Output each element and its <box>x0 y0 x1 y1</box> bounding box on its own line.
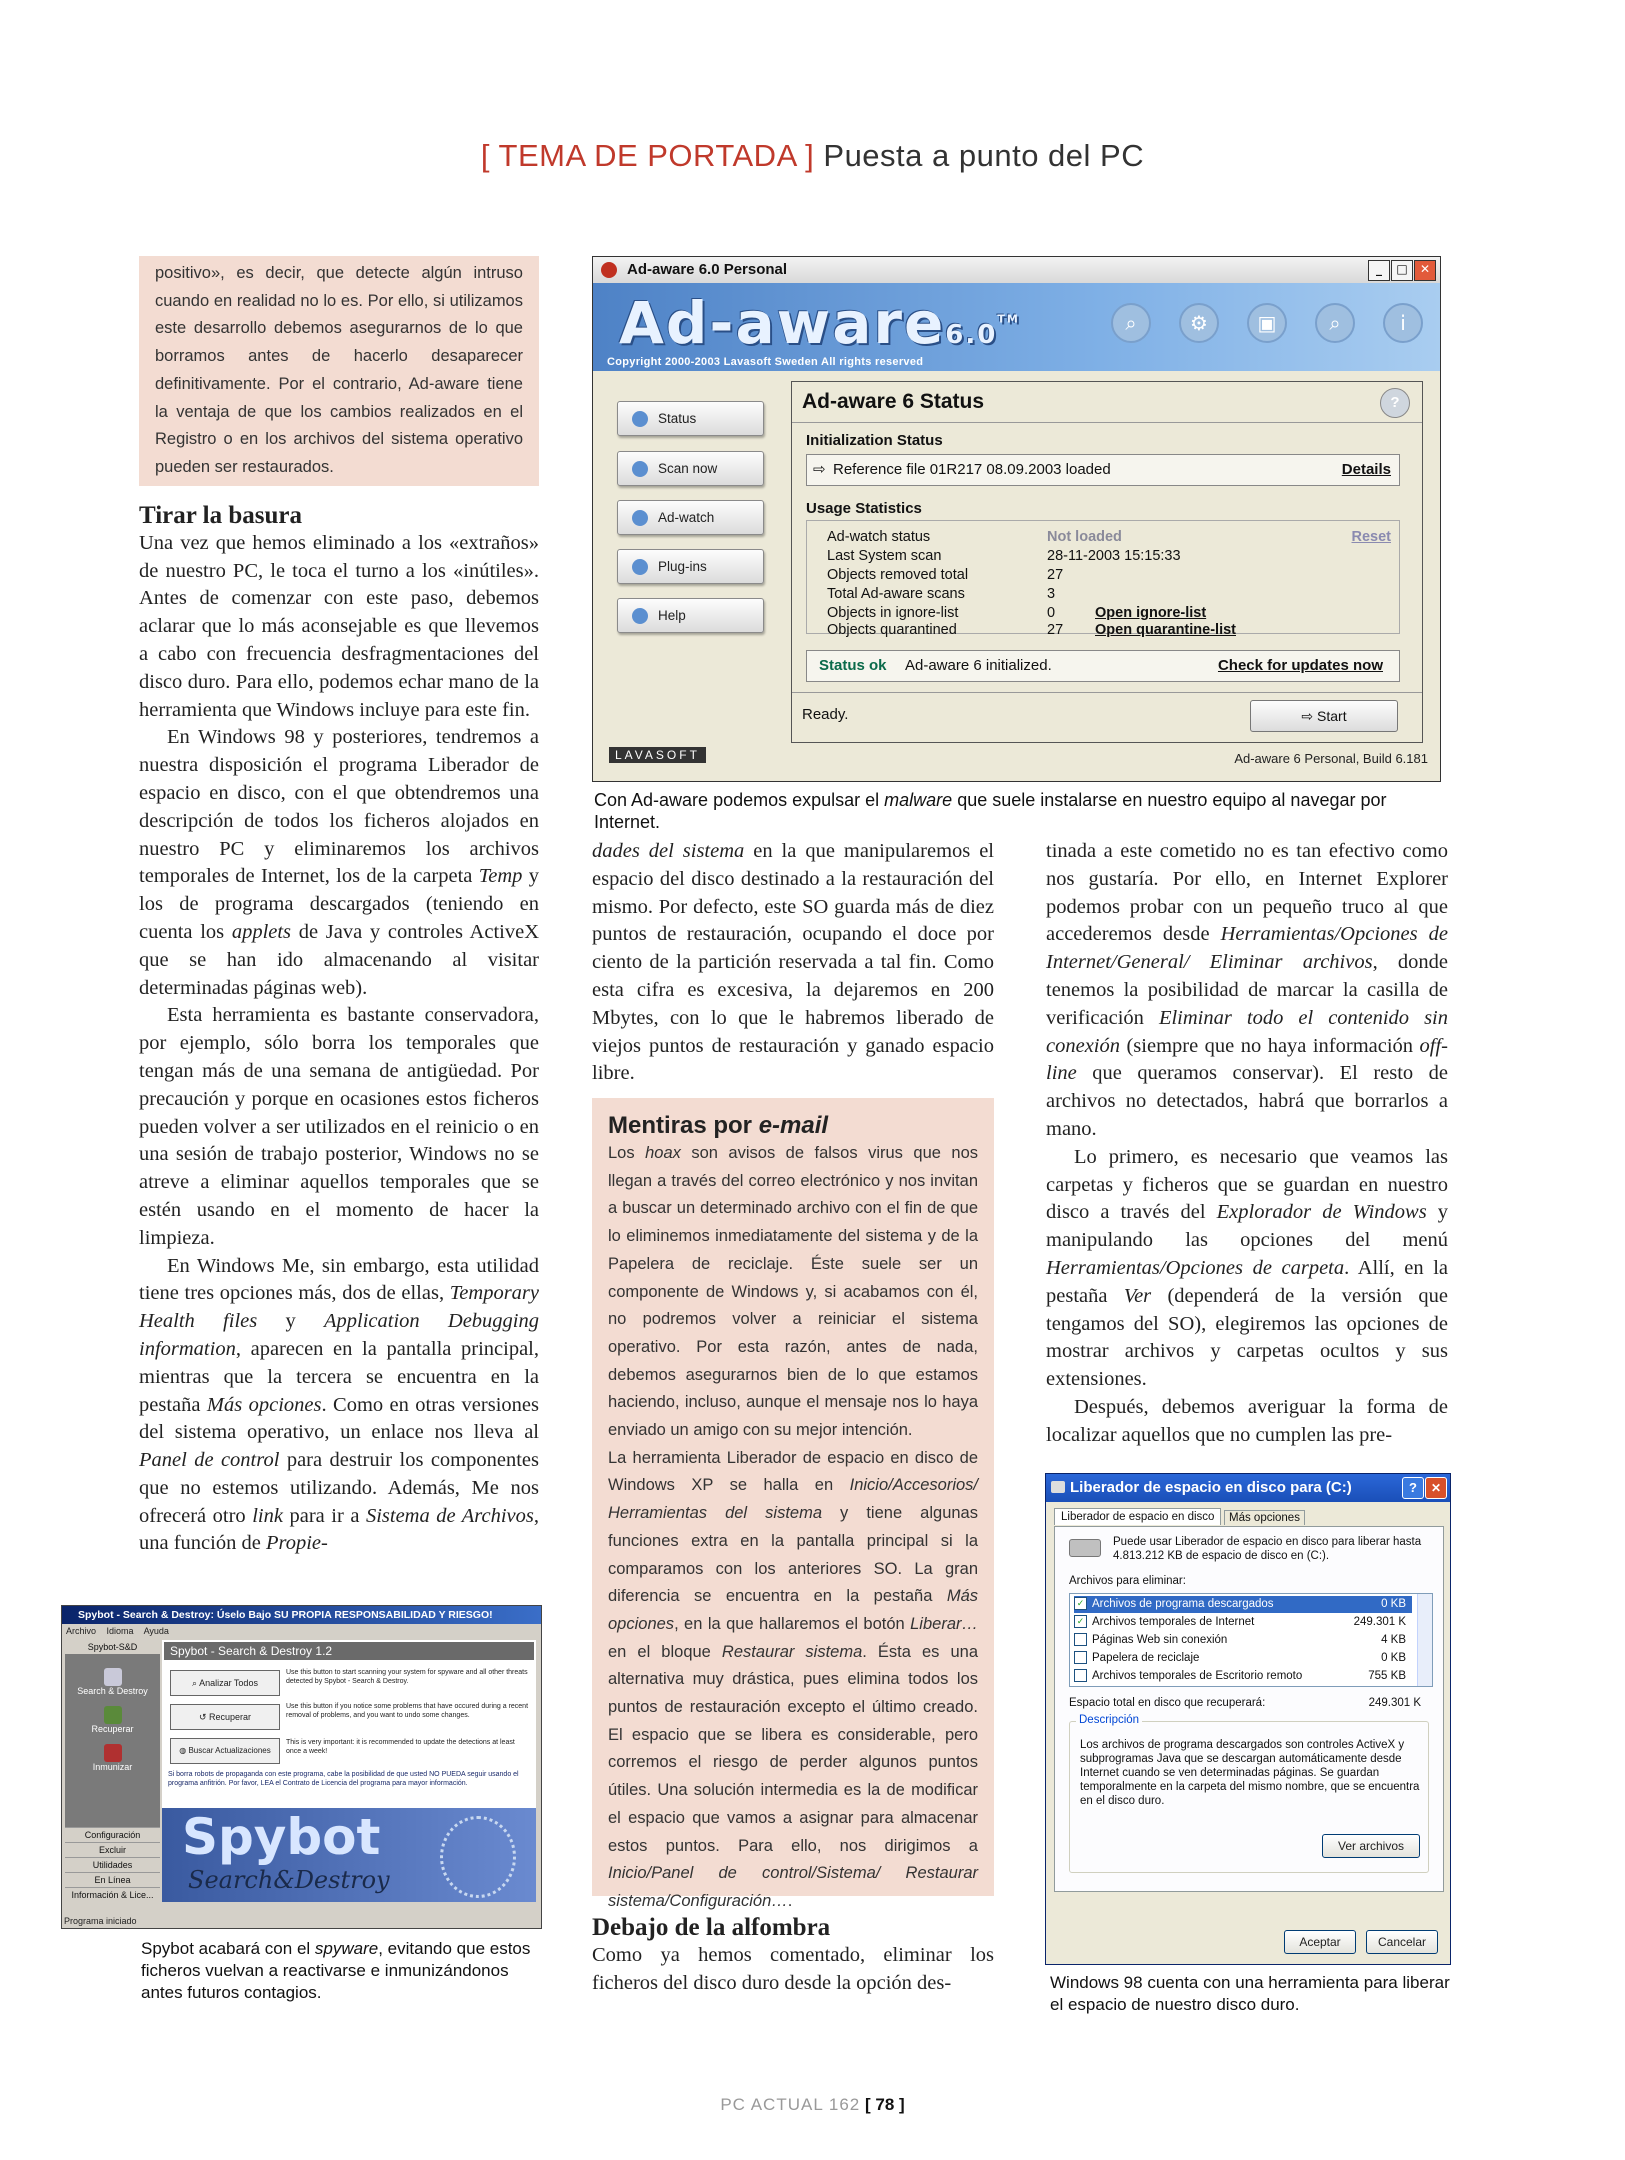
checkbox[interactable] <box>1074 1651 1087 1664</box>
analyze-desc: Use this button to start scanning your system for spyware and all other threats detected by Spybot - Search & Destroy. <box>286 1669 528 1685</box>
adaware-app-icon <box>601 262 617 278</box>
heading-tirar-basura: Tirar la basura <box>139 502 302 529</box>
help-button[interactable]: ? <box>1402 1477 1424 1499</box>
usage-label: Usage Statistics <box>806 500 922 517</box>
column-2-bottom <box>592 1914 994 1997</box>
update-desc: This is very important: it is recommended to update the detections at least once a week! <box>286 1739 515 1755</box>
sidebar-box-text <box>592 1140 994 1916</box>
menu-excluir[interactable]: Excluir <box>65 1842 160 1857</box>
spybot-logo: Spybot <box>182 1808 381 1866</box>
stat-row: Objects quarantined <box>827 622 957 638</box>
maximize-button[interactable]: □ <box>1391 260 1413 281</box>
spybot-caption: Spybot acabará con el spyware, evitando que estos ficheros vuelvan a reactivarse e inmunizándonos antes futuros contagios. <box>141 1939 531 2002</box>
intro-box <box>139 256 539 486</box>
init-status-label: Initialization Status <box>806 432 943 449</box>
menu-idioma[interactable]: Idioma <box>106 1626 134 1636</box>
recover-icon: ↺ <box>198 1712 209 1722</box>
stat-value: 27 <box>1047 622 1064 638</box>
lavasoft-brand: LAVASOFT <box>609 747 706 763</box>
close-button[interactable]: ✕ <box>1425 1477 1447 1499</box>
status-ok-label: Status ok <box>819 657 887 674</box>
search-icon[interactable]: ⌕ <box>1315 303 1355 343</box>
tab-liberador[interactable]: Liberador de espacio en disco <box>1054 1508 1221 1525</box>
list-scrollbar[interactable] <box>1417 1594 1432 1686</box>
liberador-title: Liberador de espacio en disco para (C:) <box>1070 1479 1352 1496</box>
open-ignore-link[interactable]: Open ignore-list <box>1095 605 1207 621</box>
details-link[interactable]: Details <box>1341 461 1391 478</box>
reset-link[interactable]: Reset <box>1351 529 1391 545</box>
col2-paragraph-2: Como ya hemos comentado, eliminar los ficheros del disco duro desde la opción des- <box>592 1943 994 1994</box>
heading-debajo-alfombra: Debajo de la alfombra <box>592 1914 831 1941</box>
list-item[interactable]: Archivos temporales de Escritorio remoto 755 KB <box>1074 1668 1412 1685</box>
checkbox[interactable]: ✓ <box>1074 1615 1087 1628</box>
recover-icon <box>104 1706 122 1724</box>
column-3 <box>1046 838 1448 1450</box>
col3-paragraph-1: tinada a este cometido no es tan efectivo como nos gustaría. Por ello, en Internet Explorer podemos probar con un pequeño truco al que accederemos desde Herramientas/Opciones de Internet/General/ Eliminar archivos, donde tenemos la posibilidad de marcar la casilla de verificación Eliminar todo el contenido sin conexión (siempre que no haya información off-line que queramos conservar). El resto de archivos no detectados, habrá que borrarlos a mano. <box>1046 840 1448 1140</box>
files-list <box>1069 1593 1433 1687</box>
adaware-banner <box>593 283 1440 371</box>
nav-status-button[interactable]: Status <box>617 401 764 436</box>
check-updates-link[interactable]: Check for updates now <box>1217 657 1383 674</box>
checkbox[interactable] <box>1074 1669 1087 1682</box>
help-icon <box>632 608 648 624</box>
spybot-sidebar <box>65 1640 160 1902</box>
view-files-button[interactable]: Ver archivos <box>1322 1834 1420 1858</box>
spybot-window <box>61 1605 542 1929</box>
nav-plugins-button[interactable]: Plug-ins <box>617 549 764 584</box>
spybot-side-bottom <box>65 1827 160 1902</box>
status-title: Ad-aware 6 Status <box>802 390 985 413</box>
cancel-button[interactable]: Cancelar <box>1366 1930 1438 1954</box>
col2-paragraph-1: dades del sistema en la que manipularemos el espacio del disco destinado a la restauración del mismo. Por defecto, este SO guarda más de diez puntos de restauración, ocupando el doce por ciento de la partición reservada a tal fin. Como esta cifra es excesiva, la dejaremos en 200 Mbytes, con lo que le habremos liberado de viejos puntos de restauración y ganado espacio libre. <box>592 840 995 1085</box>
inmunizar-item[interactable]: Inmunizar <box>65 1734 160 1772</box>
ok-button[interactable]: Aceptar <box>1284 1930 1356 1954</box>
col1-paragraph-4: En Windows Me, sin embargo, esta utilidad tiene tres opciones más, dos de ellas, Temporary Health files y Application Debugging information, aparecen en la pantalla principal, mientras que la tercera se encuentra en la pestaña Más opciones. Como en otras versiones del sistema operativo, un enlace nos lleva al Panel de control para destruir los componentes que no estemos utilizando. Además, Me nos ofrecerá otro link para ir a Sistema de Archivos, una función de Propie- <box>139 1254 539 1555</box>
adaware-title: Ad-aware 6.0 Personal <box>627 261 788 278</box>
tab-mas-opciones[interactable]: Más opciones <box>1224 1510 1305 1525</box>
stat-row: Objects removed total <box>827 567 969 583</box>
list-item[interactable]: ✓ Archivos temporales de Internet 249.301 K <box>1074 1614 1412 1631</box>
build-text: Ad-aware 6 Personal, Build 6.181 <box>1234 751 1428 766</box>
nav-help-button[interactable]: Help <box>617 598 764 633</box>
status-ok-message: Ad-aware 6 initialized. <box>905 657 1052 674</box>
stat-value: 0 <box>1047 605 1056 621</box>
sidebar-paragraph-2: La herramienta Liberador de espacio en disco de Windows XP se halla en Inicio/Accesorios/ Herramientas del sistema y tiene algunas funciones extra en la pantalla principal si la comparamos con los anteriores SO. La gran diferencia se encuentra en la pestaña Más opciones, en la que hallaremos el botón Liberar… en el bloque Restaurar sistema. Ésta es una alternativa muy drástica, pues elimina todos los puntos de restauración excepto el último creado. El espacio que se libera es considerable, pero corremos el riesgo de perder algunos puntos útiles. Una solución intermedia es la de modificar el espacio que vamos a asignar para almacenar estos puntos. Para ello, nos dirigimos a Inicio/Panel de control/Sistema/ Restaurar sistema/Configuración…. <box>608 1448 979 1910</box>
adaware-caption: Con Ad-aware podemos expulsar el malware que suele instalarse en nuestro equipo al navegar por Internet. <box>594 790 1387 832</box>
col1-paragraph-1: Una vez que hemos eliminado a los «extraños» de nuestro PC, le toca el turno a los «inútiles». Antes de comenzar con este paso, debemos aclarar que lo más aconsejable es que llevemos a cabo con frecuencia desfragmentaciones del disco duro. Para ello, podemos echar mano de la herramienta que Windows incluye para este fin. <box>139 531 539 721</box>
status-panel <box>791 381 1423 743</box>
menu-ayuda[interactable]: Ayuda <box>143 1626 169 1636</box>
open-quarantine-link[interactable]: Open quarantine-list <box>1095 622 1236 638</box>
column-1 <box>139 502 539 1558</box>
menu-informacion[interactable]: Información & Lice... <box>65 1887 160 1902</box>
liberador-intro: Puede usar Liberador de espacio en disco para liberar hasta 4.813.212 KB de espacio de disco en (C:). <box>1113 1536 1422 1562</box>
menu-configuracion[interactable]: Configuración <box>65 1827 160 1842</box>
magazine-name: PC ACTUAL 162 <box>720 2095 861 2114</box>
drive-icon <box>1069 1539 1101 1557</box>
adaware-copyright: Copyright 2000-2003 Lavasoft Sweden All rights reserved <box>607 356 924 368</box>
running-header <box>0 138 1625 174</box>
shield-icon <box>104 1744 122 1762</box>
stat-value: 3 <box>1047 586 1056 602</box>
search-destroy-item[interactable]: Search & Destroy <box>65 1654 160 1696</box>
info-icon[interactable]: i <box>1383 303 1423 343</box>
spybot-notice: Si borra robots de propaganda con este programa, cabe la posibilidad de que usted NO PUEDA seguir usando el programa anfitrión. Por favor, LEA el Contrato de Licencia del programa para mayor información. <box>168 1771 519 1787</box>
col1-paragraph-3: Esta herramienta es bastante conservadora, por ejemplo, sólo borra los temporales que tengan más de una semana de antigüedad. Por precaución y porque en ocasiones estos ficheros pueden volver a ser utilizados en el reinicio o en una sesión de trabajo posterior, Windows no se atreve a eliminar aquellos temporales que se estén usando en el momento de hacer la limpieza. <box>139 1004 539 1249</box>
liberador-window <box>1045 1473 1451 1965</box>
stat-value: Not loaded <box>1047 529 1122 545</box>
magnifier-icon <box>104 1668 122 1686</box>
col3-paragraph-3: Después, debemos averiguar la forma de localizar aquellos que no cumplen las pre- <box>1046 1395 1448 1446</box>
recover-button[interactable]: ↺ Recuperar <box>170 1704 280 1730</box>
status-ok-box <box>806 650 1400 682</box>
usage-box <box>806 520 1400 638</box>
spybot-logo-sub: Search&Destroy <box>188 1866 390 1894</box>
start-button[interactable]: ⇨ Start <box>1250 700 1398 732</box>
sidebar-paragraph-1: Los hoax son avisos de falsos virus que nos llegan a través del correo electrónico y nos invitan a buscar un determinado archivo con el fin de que lo eliminemos inmediatamente del sistema y de la Papelera de reciclaje. Éste suele ser un componente de Windows y, si acabamos con él, no podremos volver a reiniciar el sistema operativo. Por esta razón, antes de nada, debemos asegurarnos bien de lo que estamos haciendo, incluso, aunque el mensaje nos lo haya enviado un amigo con su mejor intención. <box>608 1144 979 1440</box>
description-text: Los archivos de programa descargados son controles ActiveX y subprogramas Java que se descargan automáticamente desde Internet cuando se ven determinadas páginas. Se guardan temporalmente en la carpeta del mismo nombre, que se encuentra en el disco duro. <box>1080 1739 1420 1807</box>
globe-icon: ◍ <box>179 1746 189 1755</box>
stat-value: 28-11-2003 15:15:33 <box>1047 548 1181 564</box>
checkbox[interactable] <box>1074 1633 1087 1646</box>
reference-text: Reference file 01R217 08.09.2003 loaded <box>833 461 1111 478</box>
spybot-logo-area <box>162 1808 536 1902</box>
nav-adwatch-button[interactable]: Ad-watch <box>617 500 764 535</box>
menu-en-linea[interactable]: En Línea <box>65 1872 160 1887</box>
liberador-caption: Windows 98 cuenta con una herramienta para liberar el espacio de nuestro disco duro. <box>1050 1973 1450 2014</box>
menu-archivo[interactable]: Archivo <box>66 1626 97 1636</box>
spybot-titlebar: Spybot - Search & Destroy: Úselo Bajo SU PROPIA RESPONSABILIDAD Y RIESGO! <box>62 1606 541 1624</box>
update-button[interactable]: ◍ Buscar Actualizaciones <box>170 1738 280 1764</box>
intro-box-text: positivo», es decir, que detecte algún intruso cuando en realidad no lo es. Por ello, si utilizamos este desarrollo debemos asegurarnos de lo que borramos antes de hacerlo desaparecer definitivamente. Por el contrario, Ad-aware tiene la ventaja de que los cambios realizados en el Registro o en los archivos del sistema operativo pueden ser restaurados. <box>155 264 523 476</box>
adaware-titlebar <box>593 257 1440 283</box>
reference-box <box>806 454 1400 486</box>
liberador-titlebar <box>1046 1474 1450 1502</box>
box-icon[interactable]: ▣ <box>1247 303 1287 343</box>
list-item[interactable]: Papelera de reciclaje 0 KB <box>1074 1650 1412 1667</box>
stat-row: Last System scan <box>827 548 942 564</box>
page-footer <box>0 2095 1625 2115</box>
page-number: [ 78 ] <box>864 2095 905 2114</box>
analyze-button[interactable]: ⌕ Analizar Todos <box>170 1670 280 1696</box>
nav-scan-button[interactable]: Scan now <box>617 451 764 486</box>
files-label: Archivos para eliminar: <box>1069 1575 1186 1587</box>
adaware-logo: Ad-aware6.0™ <box>619 289 1020 357</box>
spybot-panel-title: Spybot - Search & Destroy 1.2 <box>164 1642 534 1660</box>
col3-paragraph-2: Lo primero, es necesario que veamos las carpetas y ficheros que se guardan en nuestro disco a través del Explorador de Windows y manipulando las opciones del menú Herramientas/Opciones de carpeta. Allí, en la pestaña Ver (dependerá de la versión que tengamos del SO), elegiremos las opciones de mostrar archivos y carpetas ocultos y sus extensiones. <box>1046 1145 1448 1391</box>
sidebar-box <box>592 1098 994 1910</box>
total-label: Espacio total en disco que recuperará: <box>1069 1697 1266 1709</box>
spybot-menubar <box>62 1624 541 1638</box>
section-tag: [ TEMA DE PORTADA ] <box>480 138 815 173</box>
list-item[interactable]: ✓ Archivos de programa descargados 0 KB <box>1074 1596 1412 1613</box>
fingerprint-icon <box>440 1816 516 1898</box>
adwatch-icon <box>632 510 648 526</box>
sidebar-box-title: Mentiras por e-mail <box>608 1112 829 1139</box>
liberador-tab-panel <box>1054 1526 1444 1892</box>
adaware-window <box>592 256 1441 782</box>
scan-now-icon <box>632 461 648 477</box>
start-arrow-icon: ⇨ <box>1301 708 1318 724</box>
magnifier-icon: ⌕ <box>192 1678 200 1688</box>
arrow-icon: ⇨ <box>813 461 826 478</box>
col1-paragraph-2: En Windows 98 y posteriores, tendremos a nuestra disposición el programa Liberador de espacio en disco, con el que obtendremos una descripción de todos los ficheros alojados en nuestro PC y eliminaremos los archivos temporales de Internet, los de la carpeta Temp y los de programa descargados (teniendo en cuenta los applets de Java y controles ActiveX que se han ido almacenando al visitar determinadas páginas web). <box>139 726 540 999</box>
description-group <box>1069 1714 1429 1873</box>
spybot-side-top[interactable]: Spybot-S&D <box>65 1640 160 1654</box>
gear-icon[interactable]: ⚙ <box>1179 303 1219 343</box>
stat-row: Objects in ignore-list <box>827 605 959 621</box>
recuperar-item[interactable]: Recuperar <box>65 1696 160 1734</box>
spybot-main <box>162 1640 536 1902</box>
stat-row: Total Ad-aware scans <box>827 586 965 602</box>
stat-value: 27 <box>1047 567 1064 583</box>
total-value: 249.301 K <box>1368 1697 1421 1709</box>
description-label: Descripción <box>1076 1714 1142 1726</box>
recover-desc: Use this button if you notice some problems that have occured during a recent removal of problems, and you want to undo some changes. <box>286 1703 529 1719</box>
list-item[interactable]: Páginas Web sin conexión 4 KB <box>1074 1632 1412 1649</box>
spybot-statusbar: Programa iniciado <box>64 1916 137 1926</box>
minimize-button[interactable]: _ <box>1368 260 1390 281</box>
disk-icon <box>1051 1481 1065 1493</box>
scan-icon[interactable]: ⌕ <box>1111 303 1151 343</box>
checkbox[interactable]: ✓ <box>1074 1597 1087 1610</box>
close-button[interactable]: ✕ <box>1414 260 1436 281</box>
column-2 <box>592 838 994 1088</box>
menu-utilidades[interactable]: Utilidades <box>65 1857 160 1872</box>
plugins-icon <box>632 559 648 575</box>
help-round-icon[interactable]: ? <box>1380 388 1410 418</box>
section-subtitle: Puesta a punto del PC <box>823 138 1145 173</box>
stat-row: Ad-watch status <box>827 529 931 545</box>
status-icon <box>632 411 648 427</box>
ready-text: Ready. <box>802 706 849 723</box>
